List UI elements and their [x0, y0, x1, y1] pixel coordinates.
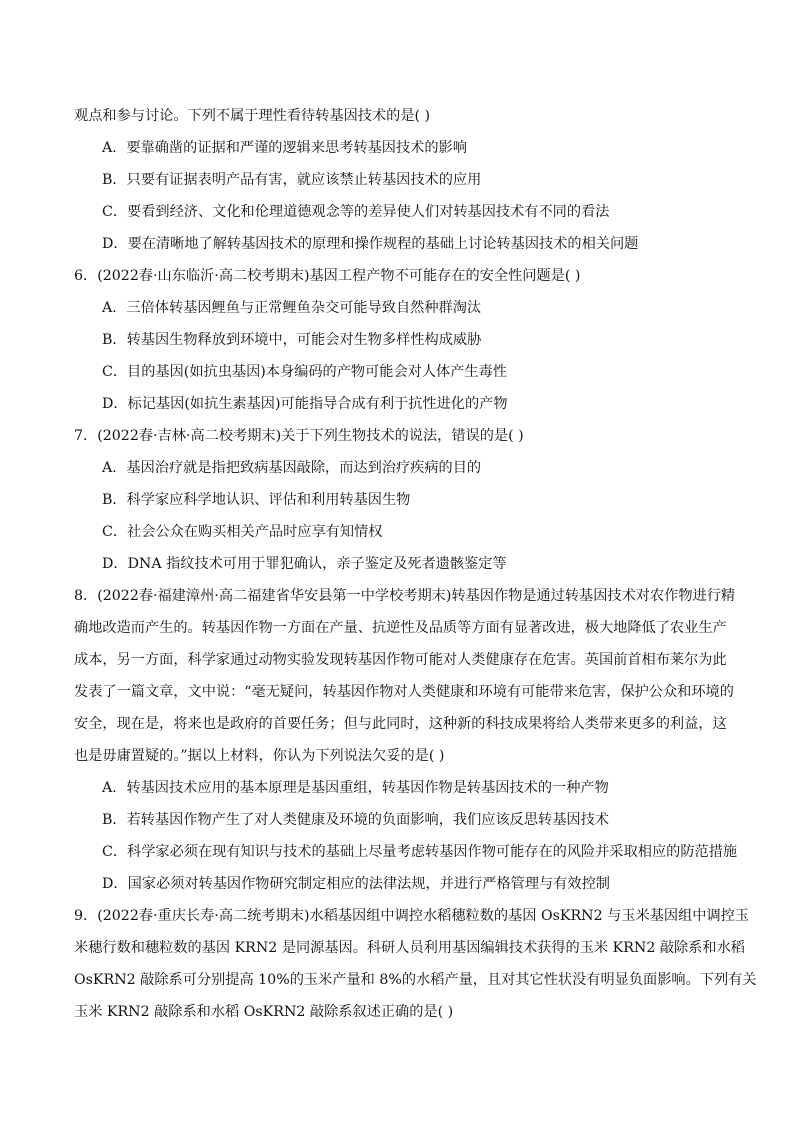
question-5-stem-tail: 观点和参与讨论。下列不属于理性看待转基因技术的是( ) [74, 108, 431, 124]
question-8-stem-line: 也是毋庸置疑的。”据以上材料，你认为下列说法欠妥的是( ) [74, 748, 445, 764]
question-7 [74, 420, 724, 580]
question-8-option-a: A．转基因技术应用的基本原理是基因重组，转基因作物是转基因技术的一种产物 [102, 780, 609, 796]
question-9 [74, 900, 757, 1028]
question-8-option-b: B．若转基因作物产生了对人类健康及环境的负面影响，我们应该反思转基因技术 [102, 812, 609, 828]
question-8-stem-line: 成本，另一方面，科学家通过动物实验发现转基因作物可能对人类健康存在危害。英国前首相布莱尔为此 [74, 652, 727, 668]
question-5-option-c: C．要看到经济、文化和伦理道德观念等的差异使人们对转基因技术有不同的看法 [102, 204, 610, 220]
question-9-stem-line: 米穗行数和穗粒数的基因 KRN2 是同源基因。科研人员利用基因编辑技术获得的玉米 KRN2 敲除系和水稻 [74, 940, 745, 956]
question-6 [74, 260, 724, 420]
question-8-stem-line: 发表了一篇文章，文中说：“毫无疑问，转基因作物对人类健康和环境有可能带来危害，保护公众和环境的 [74, 684, 734, 700]
question-7-option-c: C．社会公众在购买相关产品时应享有知情权 [102, 524, 383, 540]
question-5-option-b: B．只要有证据表明产品有害，就应该禁止转基因技术的应用 [102, 172, 482, 188]
question-5-option-a: A．要靠确凿的证据和严谨的逻辑来思考转基因技术的影响 [102, 140, 467, 156]
question-7-option-b: B．科学家应科学地认识、评估和利用转基因生物 [102, 492, 411, 508]
question-7-option-a: A．基因治疗就是指把致病基因敲除，而达到治疗疾病的目的 [102, 460, 482, 476]
question-6-option-c: C．目的基因(如抗虫基因)本身编码的产物可能会对人体产生毒性 [102, 364, 507, 380]
question-5-option-d: D．要在清晰地了解转基因技术的原理和操作规程的基础上讨论转基因技术的相关问题 [102, 236, 639, 252]
question-8-stem-line: 安全，现在是，将来也是政府的首要任务；但与此同时，这种新的科技成果将给人类带来更多的利益，这 [74, 716, 727, 732]
question-8-stem-line: 8．(2022春·福建漳州·高二福建省华安县第一中学校考期末)转基因作物是通过转基因技术对农作物进行精 [74, 588, 736, 604]
question-8 [74, 580, 738, 900]
question-9-stem-line: 9．(2022春·重庆长寿·高二统考期末)水稻基因组中调控水稻穗粒数的基因 OsKRN2 与玉米基因组中调控玉 [74, 908, 750, 924]
question-6-option-b: B．转基因生物释放到环境中，可能会对生物多样性构成威胁 [102, 332, 482, 348]
question-9-stem-line: OsKRN2 敲除系可分别提高 10%的玉米产量和 8%的水稻产量，且对其它性状没有明显负面影响。下列有关 [74, 972, 757, 988]
question-7-stem: 7．(2022春·吉林·高二校考期末)关于下列生物技术的说法，错误的是( ) [74, 428, 524, 444]
question-6-option-a: A．三倍体转基因鲤鱼与正常鲤鱼杂交可能导致自然种群淘汰 [102, 300, 482, 316]
question-6-option-d: D．标记基因(如抗生素基因)可能指导合成有利于抗性进化的产物 [102, 396, 508, 412]
document-page [74, 100, 757, 1028]
question-7-option-d: D．DNA 指纹技术可用于罪犯确认，亲子鉴定及死者遗骸鉴定等 [102, 556, 507, 572]
question-9-stem-line: 玉米 KRN2 敲除系和水稻 OsKRN2 敲除系叙述正确的是( ) [74, 1004, 454, 1020]
question-8-option-c: C．科学家必须在现有知识与技术的基础上尽量考虑转基因作物可能存在的风险并采取相应的防范措施 [102, 844, 738, 860]
question-8-stem-line: 确地改造而产生的。转基因作物一方面在产量、抗逆性及品质等方面有显著改进，极大地降低了农业生产 [74, 620, 727, 636]
question-5 [74, 100, 724, 260]
question-8-option-d: D．国家必须对转基因作物研究制定相应的法律法规，并进行严格管理与有效控制 [102, 876, 610, 892]
question-6-stem: 6．(2022春·山东临沂·高二校考期末)基因工程产物不可能存在的安全性问题是( ) [74, 268, 581, 284]
